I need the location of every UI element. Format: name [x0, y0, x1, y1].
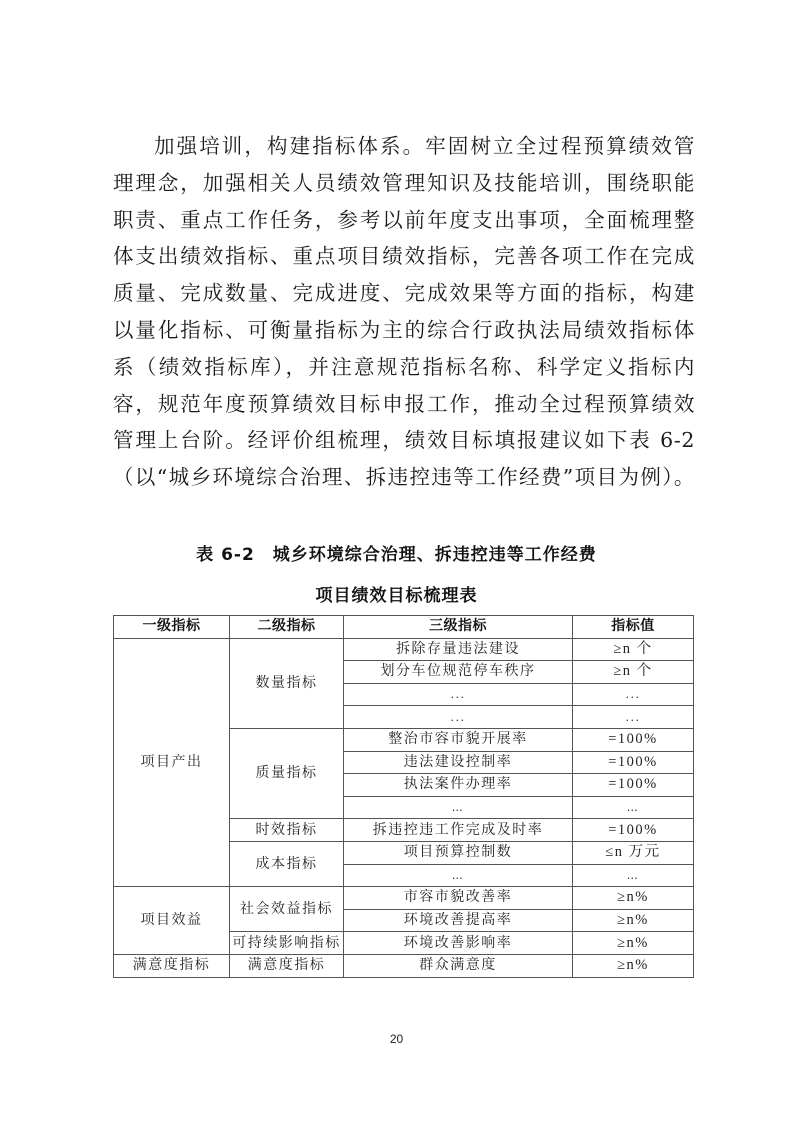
- level3-cell: 拆违控违工作完成及时率: [344, 819, 573, 842]
- value-cell: ≥n 个: [573, 638, 694, 661]
- table-caption-line1: 表 6-2 城乡环境综合治理、拆违控违等工作经费: [196, 545, 597, 565]
- level2-cell: 质量指标: [230, 728, 344, 818]
- level2-cell: 可持续影响指标: [230, 932, 344, 955]
- level1-cell: 项目产出: [114, 638, 230, 887]
- header-level2: 二级指标: [230, 616, 344, 639]
- level3-cell: 环境改善提高率: [344, 909, 573, 932]
- value-cell: …: [573, 864, 694, 887]
- table-header-row: [114, 616, 694, 639]
- level2-cell: 满意度指标: [230, 954, 344, 977]
- level3-cell: ...: [344, 683, 573, 706]
- paragraph-line: （以“城乡环境综合治理、拆违控违等工作经费”项目为例）。: [113, 465, 695, 490]
- level3-cell: ...: [344, 706, 573, 729]
- level2-cell: 社会效益指标: [230, 887, 344, 932]
- table-row: [114, 954, 694, 977]
- paragraph-line: 体支出绩效指标、重点项目绩效指标，完善各项工作在完成: [113, 244, 695, 269]
- value-cell: ...: [573, 706, 694, 729]
- level2-cell: 成本指标: [230, 841, 344, 886]
- value-cell: ≥n%: [573, 954, 694, 977]
- value-cell: ≥n%: [573, 932, 694, 955]
- level3-cell: 违法建设控制率: [344, 751, 573, 774]
- body-paragraph: [113, 128, 695, 496]
- value-cell: =100%: [573, 751, 694, 774]
- value-cell: =100%: [573, 774, 694, 797]
- value-cell: …: [573, 796, 694, 819]
- level1-cell: 满意度指标: [114, 954, 230, 977]
- level3-cell: …: [344, 864, 573, 887]
- paragraph-line: 容，规范年度预算绩效目标申报工作，推动全过程预算绩效: [113, 391, 695, 416]
- level3-cell: 项目预算控制数: [344, 841, 573, 864]
- header-level3: 三级指标: [344, 616, 573, 639]
- paragraph-line: 以量化指标、可衡量指标为主的综合行政执法局绩效指标体: [113, 317, 695, 342]
- level3-cell: 群众满意度: [344, 954, 573, 977]
- level2-cell: 数量指标: [230, 638, 344, 728]
- value-cell: =100%: [573, 819, 694, 842]
- paragraph-line: 管理上台阶。经评价组梳理，绩效目标填报建议如下表 6-2: [113, 428, 695, 453]
- value-cell: ≥n%: [573, 887, 694, 910]
- level3-cell: 拆除存量违法建设: [344, 638, 573, 661]
- paragraph-line: 职责、重点工作任务，参考以前年度支出事项，全面梳理整: [113, 207, 695, 232]
- value-cell: ≥n%: [573, 909, 694, 932]
- table-row: [114, 638, 694, 661]
- value-cell: ...: [573, 683, 694, 706]
- paragraph-line: 质量、完成数量、完成进度、完成效果等方面的指标，构建: [113, 281, 695, 306]
- level3-cell: …: [344, 796, 573, 819]
- header-value: 指标值: [573, 616, 694, 639]
- paragraph-line: 理理念，加强相关人员绩效管理知识及技能培训，围绕职能: [113, 170, 695, 195]
- level3-cell: 执法案件办理率: [344, 774, 573, 797]
- paragraph-line: 系（绩效指标库），并注意规范指标名称、科学定义指标内: [113, 354, 695, 379]
- page-number: 20: [389, 1032, 404, 1046]
- level3-cell: 整治市容市貌开展率: [344, 728, 573, 751]
- level1-cell: 项目效益: [114, 887, 230, 955]
- paragraph-line: 加强培训，构建指标体系。牢固树立全过程预算绩效管: [154, 134, 695, 158]
- table-caption-line2: 项目绩效目标梳理表: [315, 586, 478, 606]
- performance-indicator-table: [113, 615, 694, 978]
- level3-cell: 环境改善影响率: [344, 932, 573, 955]
- level3-cell: 市容市貌改善率: [344, 887, 573, 910]
- level3-cell: 划分车位规范停车秩序: [344, 661, 573, 684]
- value-cell: ≥n 个: [573, 661, 694, 684]
- header-level1: 一级指标: [114, 616, 230, 639]
- value-cell: ≤n 万元: [573, 841, 694, 864]
- table-row: [114, 887, 694, 910]
- value-cell: =100%: [573, 728, 694, 751]
- level2-cell: 时效指标: [230, 819, 344, 842]
